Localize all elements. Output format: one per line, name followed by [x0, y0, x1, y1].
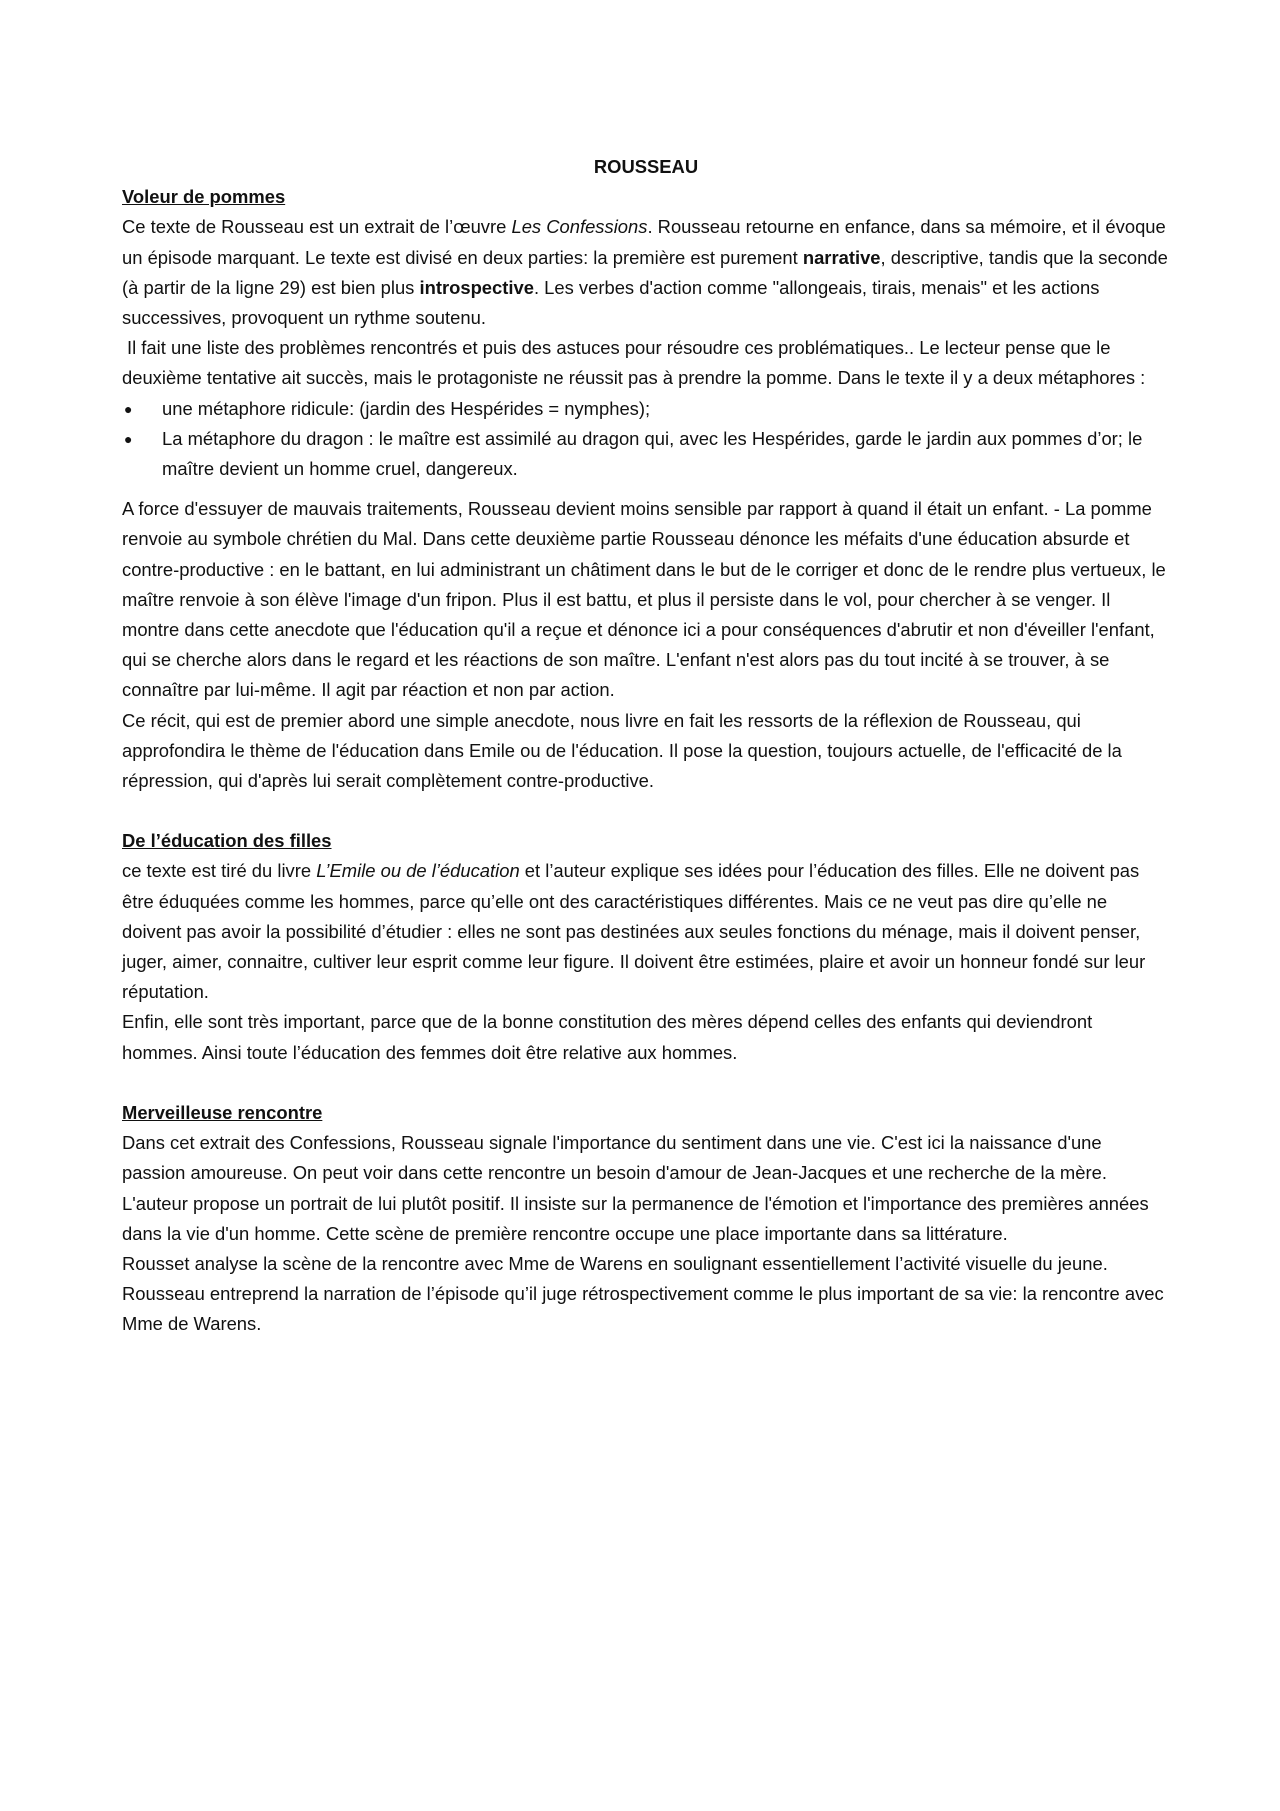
paragraph: Rousset analyse la scène de la rencontre avec Mme de Warens en soulignant essentiellement l’activité visuelle du jeune. Rousseau entreprend la narration de l’épisode qu’il juge rétrospectivement comme le plus important de sa vie: la rencontre avec Mme de Warens. [122, 1252, 1164, 1335]
section-heading [122, 1098, 1170, 1128]
paragraph-text: . Les verbes d'action comme "allongeais, tirais, menais" et les actions successives, provoquent un rythme soutenu. [122, 276, 1100, 329]
book-title-italic: Les Confessions [511, 216, 648, 238]
section-heading-text: Voleur de pommes [122, 186, 286, 208]
spacer [122, 484, 1170, 494]
bold-term: introspective [419, 276, 534, 298]
paragraph-text: Dans cet extrait des Confessions, Rousseau signale l'importance du sentiment dans une vie. C'est ici la naissance d'une passion amoureuse. On peut voir dans cette rencontre un besoin d'amour de Jean-Jacques et une recherche de la mère. [122, 1132, 1107, 1184]
list-item-text: une métaphore ridicule: (jardin des Hespérides = nymphes); [162, 397, 651, 419]
document-title: ROUSSEAU [593, 156, 699, 177]
section-education-des-filles [122, 826, 1170, 1068]
section-heading-text: Merveilleuse rencontre [122, 1101, 323, 1123]
paragraph-text: , descriptive, tandis que la seconde (à partir de la ligne 29) est bien plus [122, 246, 1168, 298]
section-heading-text: De l’éducation des filles [122, 830, 332, 852]
bullet-dot-icon: ● [124, 430, 133, 447]
paragraph-text: ce texte est tiré du livre [122, 860, 317, 882]
paragraph: L'auteur propose un portrait de lui plutôt positif. Il insiste sur la permanence de l'émotion et l'importance des premières années dans la vie d'un homme. Cette scène de première rencontre occupe une place importante dans sa littérature. [122, 1192, 1149, 1244]
paragraph: Ce récit, qui est de premier abord une simple anecdote, nous livre en fait les ressorts de la réflexion de Rousseau, qui approfondira le thème de l'éducation dans Emile ou de l'éducation. Il pose la question, toujours actuelle, de l'efficacité de la répression, qui d'après lui serait complètement contre-productive. [122, 709, 1122, 792]
paragraph-text: Ce texte de Rousseau est un extrait de l’œuvre [122, 216, 512, 238]
section-heading [122, 182, 1170, 212]
paragraph [122, 212, 1170, 333]
section-heading [122, 826, 1170, 856]
bold-term: narrative [802, 246, 881, 268]
paragraph [122, 856, 1170, 1007]
paragraph-text: et l’auteur explique ses idées pour l’éducation des filles. Elle ne doivent pas être éduquées comme les hommes, parce qu’elle ont des caractéristiques différentes. Mais ce ne veut pas dire qu’elle ne doivent pas avoir la possibilité d’étudier : elles ne sont pas destinées aux seules fonctions du ménage, mais il doivent penser, juger, aimer, connaitre, cultiver leur esprit comme leur figure. Il doivent être estimées, plaire et avoir un honneur fondé sur leur réputation. [122, 860, 1146, 1003]
paragraph: A force d'essuyer de mauvais traitements, Rousseau devient moins sensible par rapport à quand il était un enfant. - La pomme renvoie au symbole chrétien du Mal. Dans cette deuxième partie Rousseau dénonce les méfaits d'une éducation absurde et contre-productive : en le battant, en lui administrant un châtiment dans le but de le corriger et donc de le rendre plus vertueux, le maître renvoie à son élève l'image d'un fripon. Plus il est battu, et plus il persiste dans le vol, pour chercher à se venger. Il montre dans cette anecdote que l'éducation qu'il a reçue et dénonce ici a pour conséquences d'abrutir et non d'éveiller l'enfant, qui se cherche alors dans le regard et les réactions de son maître. L'enfant n'est alors pas du tout incité à se trouver, à se connaître par lui-même. Il agit par réaction et non par action. [122, 498, 1166, 701]
section-merveilleuse-rencontre [122, 1098, 1170, 1340]
paragraph: Il fait une liste des problèmes rencontrés et puis des astuces pour résoudre ces problématiques.. Le lecteur pense que le deuxième tentative ait succès, mais le protagoniste ne réussit pas à prendre la pomme. Dans le texte il y a deux métaphores : [122, 337, 1146, 389]
list-item [122, 394, 1170, 424]
spacer [122, 1068, 1170, 1098]
bullet-dot-icon: ● [124, 400, 133, 417]
paragraph: Enfin, elle sont très important, parce que de la bonne constitution des mères dépend celles des enfants qui deviendront hommes. Ainsi toute l’éducation des femmes doit être relative aux hommes. [122, 1011, 1093, 1063]
spacer [122, 796, 1170, 826]
bullet-list [122, 394, 1170, 485]
book-title-italic: L’Emile ou de l’éducation [316, 860, 520, 882]
paragraph-text: . Rousseau retourne en enfance, dans sa mémoire, et il évoque un épisode marquant. Le texte est divisé en deux parties: la première est purement [122, 216, 1166, 268]
list-item-text: La métaphore du dragon : le maître est assimilé au dragon qui, avec les Hespérides, garde le jardin aux pommes d’or; le maître devient un homme cruel, dangereux. [162, 427, 1143, 480]
list-item [122, 424, 1170, 484]
section-voleur-de-pommes [122, 182, 1170, 796]
document-page [122, 152, 1170, 1340]
paragraph [122, 1128, 1170, 1188]
